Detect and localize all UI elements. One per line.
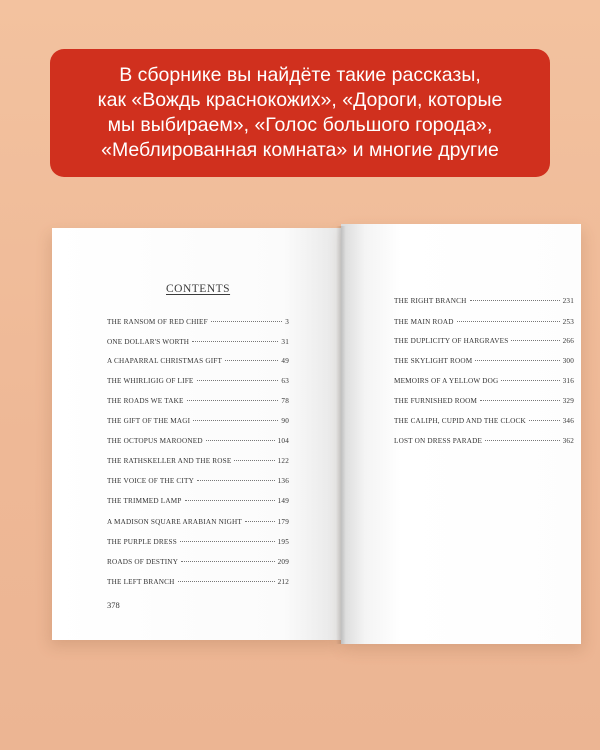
contents-heading: CONTENTS	[166, 283, 231, 295]
toc-entry	[107, 497, 289, 505]
toc-entry	[107, 397, 289, 405]
toc-leader-dots	[211, 321, 282, 322]
toc-entry	[107, 477, 289, 485]
toc-entry-title: THE DUPLICITY OF HARGRAVES	[394, 337, 509, 345]
toc-entry	[107, 318, 289, 326]
banner-line: как «Вождь краснокожих», «Дороги, которые	[97, 89, 503, 111]
toc-entry-title: LOST ON DRESS PARADE	[394, 437, 483, 445]
toc-entry-title: MEMOIRS OF A YELLOW DOG	[394, 377, 499, 385]
toc-entry-title: THE MAIN ROAD	[394, 318, 454, 326]
book-right-page	[341, 224, 581, 644]
banner-line: мы выбираем», «Голос большого города»,	[107, 114, 493, 136]
toc-entry	[107, 457, 289, 465]
left-page-number: 378	[107, 600, 120, 610]
toc-leader-dots	[192, 341, 278, 342]
toc-entry-title: THE RANSOM OF RED CHIEF	[107, 318, 208, 326]
toc-entry	[107, 357, 289, 365]
toc-entry	[394, 377, 574, 385]
toc-leader-dots	[470, 300, 560, 301]
toc-entry	[107, 558, 289, 566]
toc-leader-dots	[475, 360, 559, 361]
toc-entry-title: THE RIGHT BRANCH	[394, 297, 467, 305]
toc-leader-dots	[245, 521, 275, 522]
toc-leader-dots	[529, 420, 560, 421]
toc-entry	[394, 417, 574, 425]
toc-entry-page: 329	[562, 397, 574, 405]
toc-entry-page: 149	[277, 497, 289, 505]
toc-entry-title: THE SKYLIGHT ROOM	[394, 357, 473, 365]
toc-entry	[107, 437, 289, 445]
toc-entry	[107, 578, 289, 586]
toc-entry-title: THE GIFT OF THE MAGI	[107, 417, 191, 425]
toc-leader-dots	[187, 400, 279, 401]
toc-entry-page: 362	[562, 437, 574, 445]
toc-entry	[107, 377, 289, 385]
toc-entry-page: 179	[277, 518, 289, 526]
toc-entry	[107, 518, 289, 526]
toc-entry	[107, 417, 289, 425]
toc-entry-page: 300	[562, 357, 574, 365]
toc-leader-dots	[193, 420, 278, 421]
toc-entry-page: 195	[277, 538, 289, 546]
toc-entry-title: ROADS OF DESTINY	[107, 558, 179, 566]
toc-entry-title: THE CALIPH, CUPID AND THE CLOCK	[394, 417, 526, 425]
toc-leader-dots	[225, 360, 278, 361]
toc-entry	[107, 338, 289, 346]
toc-entry-page: 346	[562, 417, 574, 425]
toc-entry-page: 90	[281, 417, 289, 425]
toc-entry-page: 3	[285, 318, 289, 326]
toc-entry-page: 104	[277, 437, 289, 445]
toc-entry-title: A MADISON SQUARE ARABIAN NIGHT	[107, 518, 242, 526]
toc-entry	[394, 318, 574, 326]
toc-leader-dots	[206, 440, 275, 441]
toc-leader-dots	[180, 541, 275, 542]
toc-entry-title: ONE DOLLAR'S WORTH	[107, 338, 190, 346]
toc-entry-title: THE VOICE OF THE CITY	[107, 477, 194, 485]
toc-leader-dots	[234, 460, 274, 461]
toc-leader-dots	[511, 340, 559, 341]
toc-entry-page: 231	[562, 297, 574, 305]
banner-line: В сборнике вы найдёте такие рассказы,	[119, 64, 481, 86]
toc-entry-page: 136	[277, 477, 289, 485]
toc-leader-dots	[457, 321, 560, 322]
toc-entry-page: 316	[562, 377, 574, 385]
toc-entry-page: 209	[277, 558, 289, 566]
toc-entry-page: 122	[277, 457, 289, 465]
toc-entry	[394, 297, 574, 305]
toc-leader-dots	[197, 380, 279, 381]
toc-entry-page: 31	[281, 338, 289, 346]
toc-entry	[394, 357, 574, 365]
toc-entry-title: THE RATHSKELLER AND THE ROSE	[107, 457, 232, 465]
toc-entry	[394, 337, 574, 345]
toc-entry-page: 212	[277, 578, 289, 586]
toc-entry-title: THE PURPLE DRESS	[107, 538, 177, 546]
toc-leader-dots	[185, 500, 275, 501]
toc-leader-dots	[480, 400, 560, 401]
toc-leader-dots	[197, 480, 275, 481]
toc-entry-title: THE FURNISHED ROOM	[394, 397, 478, 405]
book-gutter	[336, 226, 346, 644]
toc-entry-page: 63	[281, 377, 289, 385]
banner-line: «Меблированная комната» и многие другие	[101, 139, 499, 161]
toc-leader-dots	[181, 561, 275, 562]
toc-entry-page: 266	[562, 337, 574, 345]
toc-leader-dots	[485, 440, 560, 441]
toc-entry-title: THE ROADS WE TAKE	[107, 397, 184, 405]
toc-entry-page: 78	[281, 397, 289, 405]
toc-entry-title: THE LEFT BRANCH	[107, 578, 175, 586]
toc-entry-title: THE OCTOPUS MAROONED	[107, 437, 203, 445]
toc-entry-page: 253	[562, 318, 574, 326]
toc-entry-title: A CHAPARRAL CHRISTMAS GIFT	[107, 357, 223, 365]
toc-entry	[394, 397, 574, 405]
toc-entry	[107, 538, 289, 546]
toc-entry	[394, 437, 574, 445]
toc-entry-title: THE TRIMMED LAMP	[107, 497, 182, 505]
toc-leader-dots	[501, 380, 559, 381]
toc-entry-title: THE WHIRLIGIG OF LIFE	[107, 377, 194, 385]
toc-entry-page: 49	[281, 357, 289, 365]
toc-leader-dots	[178, 581, 275, 582]
